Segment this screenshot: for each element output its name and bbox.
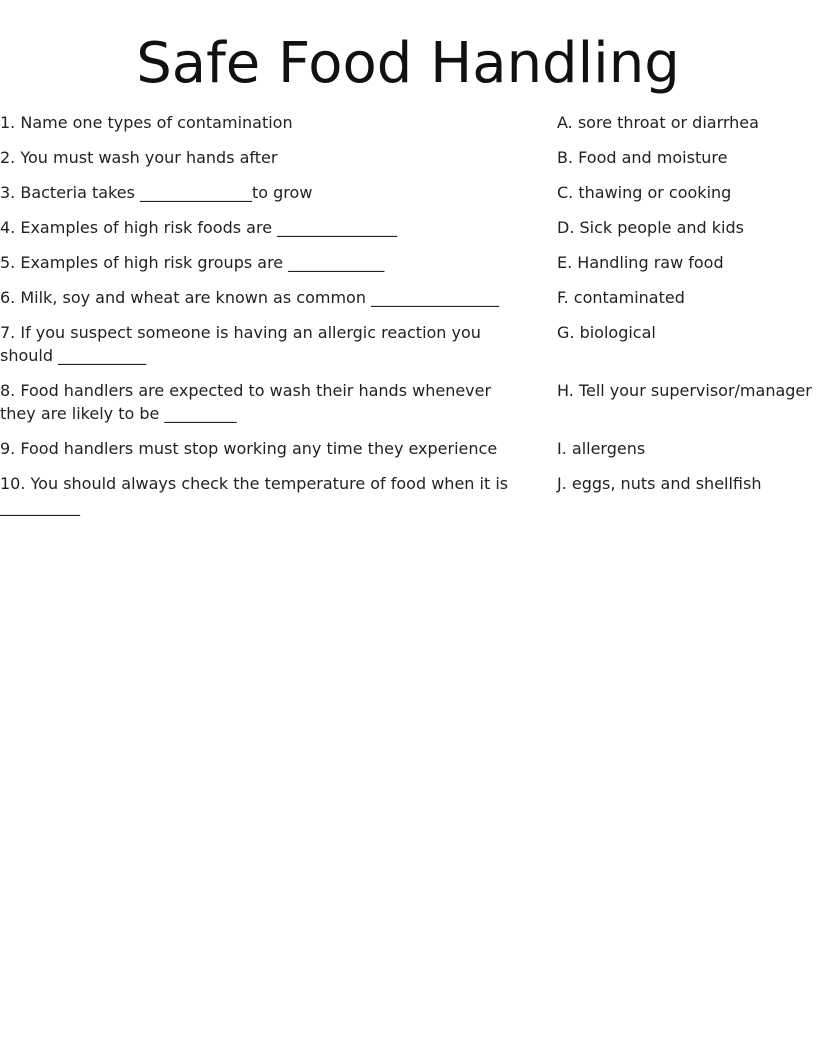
answer-c: C. thawing or cooking [557, 183, 732, 202]
question-7: 7. If you suspect someone is having an allergic reaction you should ___________ [0, 323, 481, 365]
answer-e: E. Handling raw food [557, 253, 724, 272]
answer-h: H. Tell your supervisor/manager [557, 381, 812, 400]
matching-row [0, 146, 816, 169]
answer-j: J. eggs, nuts and shellfish [557, 474, 762, 493]
question-1: 1. Name one types of contamination [0, 113, 293, 132]
question-6: 6. Milk, soy and wheat are known as common ________________ [0, 288, 500, 307]
answer-g: G. biological [557, 323, 656, 342]
matching-row [0, 472, 816, 518]
matching-row [0, 216, 816, 239]
answer-f: F. contaminated [557, 288, 685, 307]
matching-row [0, 251, 816, 274]
matching-row [0, 181, 816, 204]
answer-b: B. Food and moisture [557, 148, 728, 167]
matching-row [0, 111, 816, 134]
matching-row [0, 437, 816, 460]
answer-d: D. Sick people and kids [557, 218, 744, 237]
question-9: 9. Food handlers must stop working any time they experience [0, 439, 498, 458]
matching-row [0, 379, 816, 425]
matching-row [0, 286, 816, 309]
question-3: 3. Bacteria takes ______________to grow [0, 183, 313, 202]
matching-list [0, 111, 816, 530]
matching-row [0, 321, 816, 367]
worksheet-title: Safe Food Handling [136, 31, 680, 96]
question-4: 4. Examples of high risk foods are _______________ [0, 218, 398, 237]
question-8: 8. Food handlers are expected to wash their hands whenever they are likely to be _________ [0, 381, 492, 423]
question-10: 10. You should always check the temperature of food when it is __________ [0, 474, 509, 516]
answer-i: I. allergens [557, 439, 646, 458]
answer-a: A. sore throat or diarrhea [557, 113, 759, 132]
question-5: 5. Examples of high risk groups are ____________ [0, 253, 385, 272]
question-2: 2. You must wash your hands after [0, 148, 278, 167]
